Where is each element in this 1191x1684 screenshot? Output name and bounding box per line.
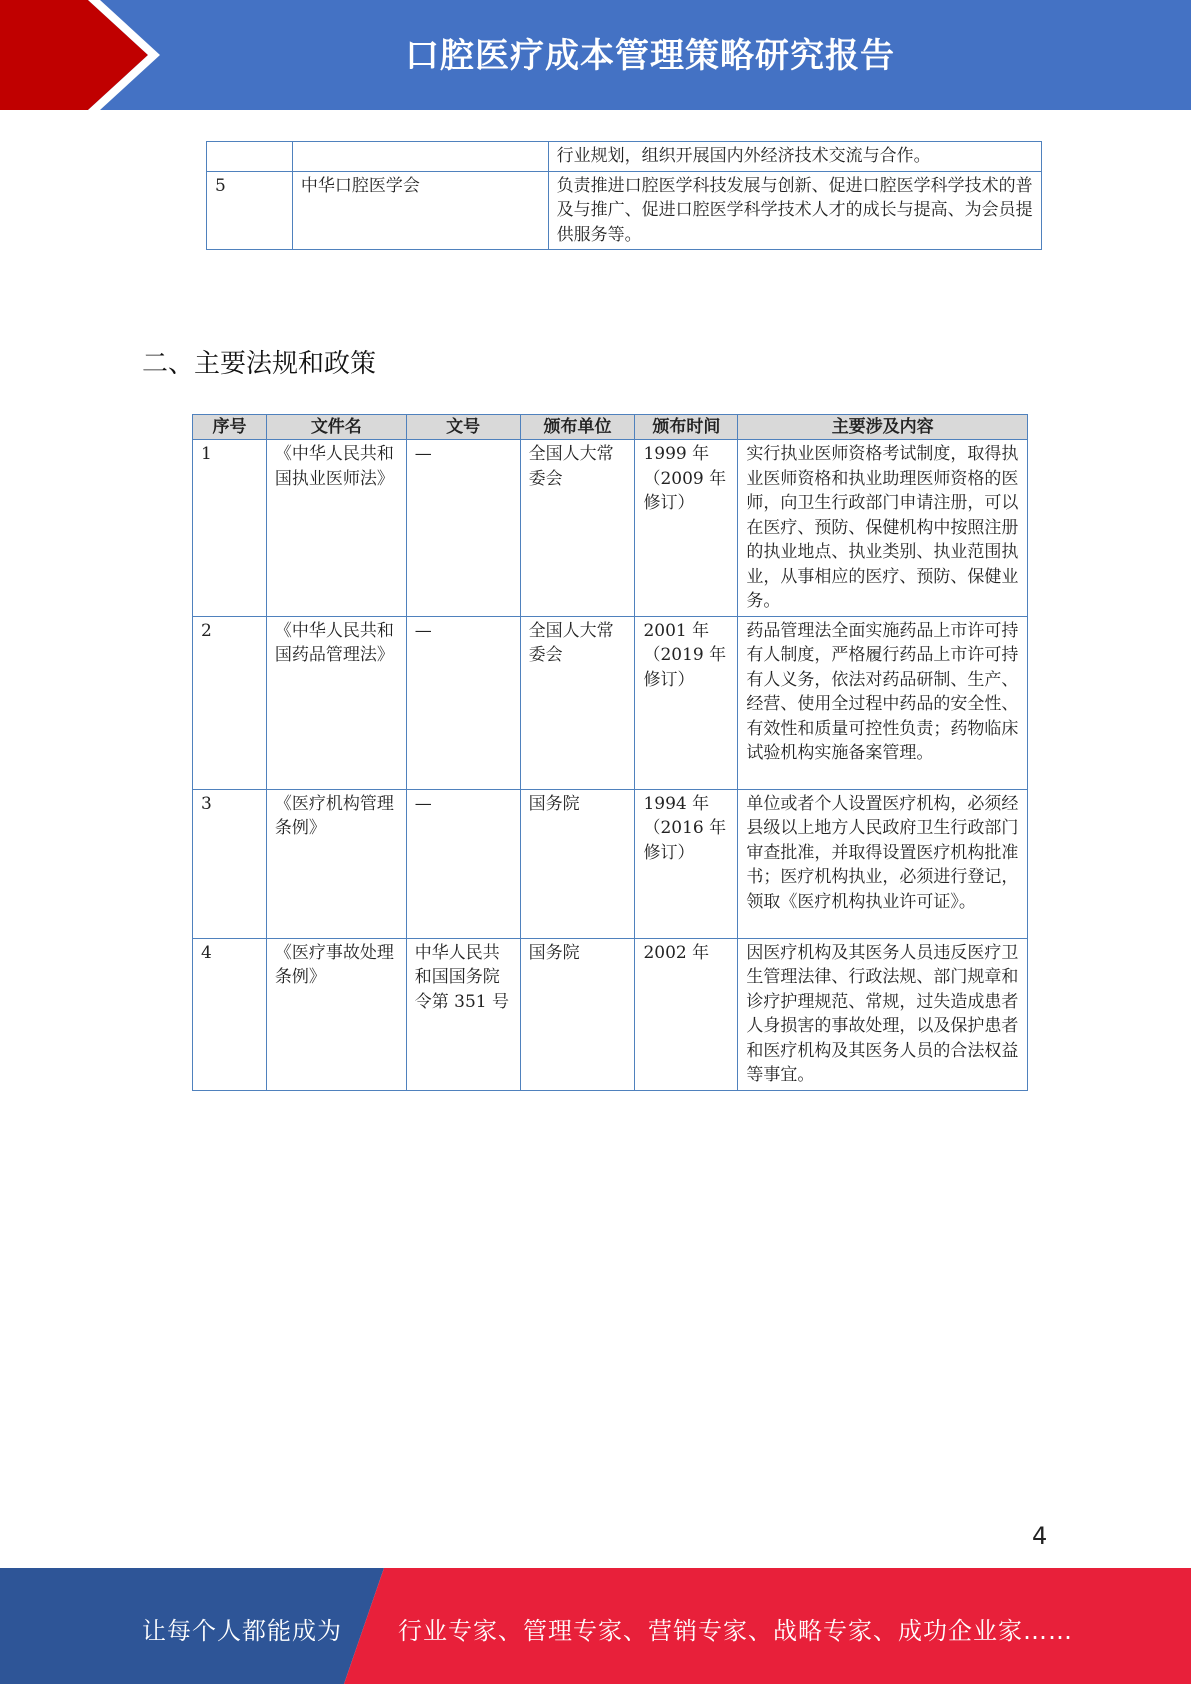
- organization-name: 中华口腔医学会: [292, 171, 548, 250]
- row-number: 5: [207, 171, 293, 250]
- document-number: —: [406, 789, 520, 938]
- table-row: [193, 616, 1028, 789]
- row-number: 3: [193, 789, 267, 938]
- column-header-doc-no: 文号: [406, 415, 520, 440]
- row-number: [207, 142, 293, 172]
- document-name: 《医疗机构管理条例》: [266, 789, 406, 938]
- page-header: [0, 0, 1191, 110]
- issuing-body: 全国人大常委会: [520, 440, 635, 617]
- issue-time: 2002 年: [635, 938, 738, 1090]
- document-number: —: [406, 440, 520, 617]
- main-content: 单位或者个人设置医疗机构，必须经县级以上地方人民政府卫生行政部门审查批准，并取得设置医疗机构批准书；医疗机构执业，必须进行登记，领取《医疗机构执业许可证》。: [738, 789, 1028, 938]
- main-content: 药品管理法全面实施药品上市许可持有人制度，严格履行药品上市许可持有人义务，依法对药品研制、生产、经营、使用全过程中药品的安全性、有效性和质量可控性负责；药物临床试验机构实施备案管理。: [738, 616, 1028, 789]
- column-header-number: 序号: [193, 415, 267, 440]
- document-number: 中华人民共和国国务院令第 351 号: [406, 938, 520, 1090]
- table-header-row: [193, 415, 1028, 440]
- page-footer: [0, 1568, 1191, 1684]
- column-header-time: 颁布时间: [635, 415, 738, 440]
- issue-time: 1999 年（2009 年修订）: [635, 440, 738, 617]
- column-header-document: 文件名: [266, 415, 406, 440]
- table-row: [193, 938, 1028, 1090]
- document-number: —: [406, 616, 520, 789]
- organizations-table-continued: [206, 141, 1042, 250]
- issuing-body: 国务院: [520, 938, 635, 1090]
- report-title: 口腔医疗成本管理策略研究报告: [405, 36, 895, 76]
- table-row: [207, 171, 1042, 250]
- document-name: 《中华人民共和国药品管理法》: [266, 616, 406, 789]
- footer-slogan-left: 让每个人都能成为: [142, 1617, 342, 1645]
- issue-time: 1994 年（2016 年修订）: [635, 789, 738, 938]
- main-content: 实行执业医师资格考试制度，取得执业医师资格和执业助理医师资格的医师，向卫生行政部门申请注册，可以在医疗、预防、保健机构中按照注册的执业地点、执业类别、执业范围执业，从事相应的医疗、预防、保健业务。: [738, 440, 1028, 617]
- document-name: 《中华人民共和国执业医师法》: [266, 440, 406, 617]
- issuing-body: 国务院: [520, 789, 635, 938]
- table-row: [207, 142, 1042, 172]
- page-number: 4: [1032, 1522, 1048, 1550]
- table-row: [193, 789, 1028, 938]
- row-number: 1: [193, 440, 267, 617]
- column-header-content: 主要涉及内容: [738, 415, 1028, 440]
- regulations-table: [192, 414, 1028, 1091]
- organization-duties: 负责推进口腔医学科技发展与创新、促进口腔医学科学技术的普及与推广、促进口腔医学科学技术人才的成长与提高、为会员提供服务等。: [548, 171, 1041, 250]
- footer-slogan-right: 行业专家、管理专家、营销专家、战略专家、成功企业家……: [398, 1617, 1073, 1645]
- main-content: 因医疗机构及其医务人员违反医疗卫生管理法律、行政法规、部门规章和诊疗护理规范、常规，过失造成患者人身损害的事故处理，以及保护患者和医疗机构及其医务人员的合法权益等事宜。: [738, 938, 1028, 1090]
- column-header-issuer: 颁布单位: [520, 415, 635, 440]
- row-number: 4: [193, 938, 267, 1090]
- organization-duties: 行业规划，组织开展国内外经济技术交流与合作。: [548, 142, 1041, 172]
- issue-time: 2001 年（2019 年修订）: [635, 616, 738, 789]
- document-name: 《医疗事故处理条例》: [266, 938, 406, 1090]
- organization-name: [292, 142, 548, 172]
- row-number: 2: [193, 616, 267, 789]
- issuing-body: 全国人大常委会: [520, 616, 635, 789]
- table-row: [193, 440, 1028, 617]
- section-heading: 二、主要法规和政策: [142, 349, 377, 379]
